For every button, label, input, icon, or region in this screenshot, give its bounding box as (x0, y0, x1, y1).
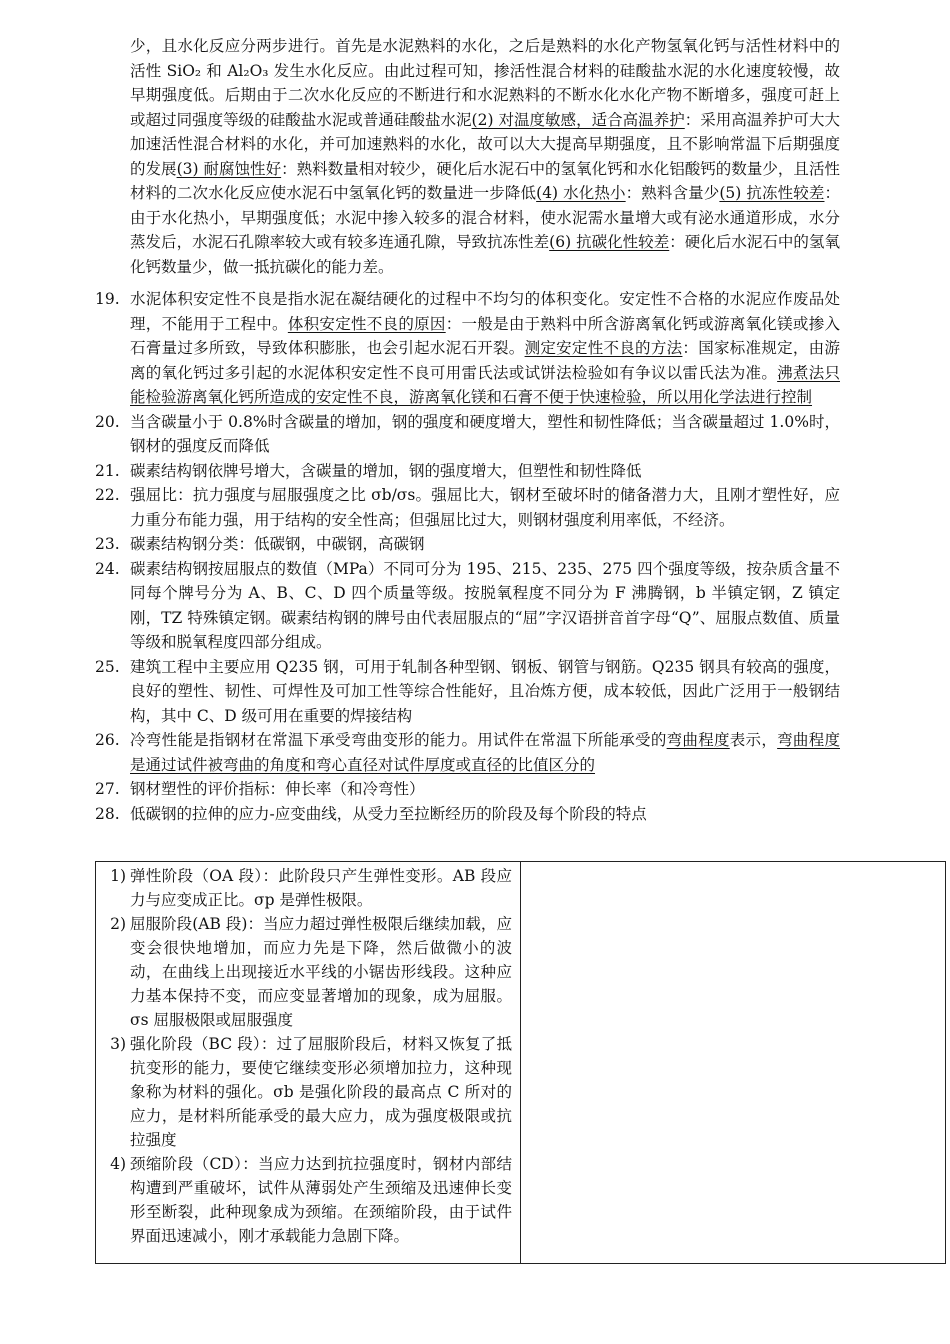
item-number: 20. (95, 412, 120, 431)
intro-text-4: ：熟料含量少 (625, 184, 720, 202)
list-item-22 (95, 483, 840, 532)
stage-yield (96, 912, 520, 1032)
item-text-part: ：国家标准规定，由游离的氧化钙过多引起的水泥体积安定性不良可用雷氏法或试饼法检验如有争议以雷氏法为准。 (130, 339, 840, 382)
item-number: 26. (95, 731, 120, 749)
stage-number: 2) (110, 915, 126, 933)
stages-cell (96, 862, 521, 1264)
stage-text: 颈缩阶段（CD）：当应力达到抗拉强度时，钢材内部结构遭到严重破坏，试件从薄弱处产生颈缩及迅速伸长变形至断裂，此种现象成为颈缩。在颈缩阶段，由于试件界面迅速减小，刚才承载能力急剧下降。 (130, 1155, 512, 1245)
list-item-19 (95, 287, 840, 410)
item-text: 建筑工程中主要应用 Q235 钢，可用于轧制各种型钢、钢板、钢管与钢筋。Q235 钢具有较高的强度，良好的塑性、韧性、可焊性及可加工性等综合性能好，且冶炼方便，成本较低，因此广泛用于一般钢结构，其中 C、D 级可用在重要的焊接结构 (130, 657, 840, 725)
stage-number: 1) (110, 867, 126, 885)
stage-necking (96, 1152, 520, 1248)
item-number: 25. (95, 657, 120, 676)
stage-text: 强化阶段（BC 段）：过了屈服阶段后，材料又恢复了抵抗变形的能力，要使它继续变形必须增加拉力，这种现象称为材料的强化。σb 是强化阶段的最高点 C 所对的应力，是材料所能承受的最大应力，成为强度极限或抗拉强度 (130, 1035, 512, 1149)
list-item-24 (95, 557, 840, 655)
item-text-part: ：一般是由于熟料中所含游离氧化钙或游离氧化镁或掺入石膏量过多所致，导致体积膨胀，也会引起水泥石开裂。 (130, 314, 840, 357)
intro-text-5: ：由于水化热小，早期强度低；水泥中掺入较多的混合材料，使水泥需水量增大或有泌水通道形成，水分蒸发后，水泥石孔隙率较大或有较多连通孔隙，导致抗冻性差 (130, 184, 840, 251)
stage-number: 4) (110, 1155, 126, 1173)
item-text-part: 水泥体积安定性不良是指水泥在凝结硬化的过程中不均匀的体积变化。安定性不合格的水泥应作废品处理，不能用于工程中。 (130, 290, 840, 333)
underlined-cause: 体积安定性不良的原因 (287, 314, 446, 333)
item-text: 钢材塑性的评价指标：伸长率（和冷弯性） (130, 780, 425, 798)
intro-text-2: ：采用高温养护可大大加速活性混合材料的水化，并可加速熟料的水化，故可以大大提高早期强度，且不影响常温下后期强度的发展 (130, 110, 840, 178)
list-item-28 (95, 802, 840, 827)
item-text (130, 728, 840, 777)
item-text: 碳素结构钢按屈服点的数值（MPa）不同可分为 195、215、235、275 四个强度等级，按杂质含量不同每个牌号分为 A、B、C、D 四个质量等级。按脱氧程度不同分为 F 沸腾钢，b 半镇定钢，Z 镇定刚，TZ 特殊镇定钢。碳素结构钢的牌号由代表屈服点的“屈”字汉语拼音首字母“Q”、屈服点数值、质量等级和脱氧程度四部分组成。 (130, 559, 840, 651)
item-number: 21. (95, 461, 120, 480)
empty-cell (521, 862, 946, 1264)
item-text-part: 表示， (729, 731, 778, 749)
item-text: 强屈比：抗力强度与屈服强度之比 σb/σs。强屈比大，钢材至破坏时的储备潜力大，且刚才塑性好，应力重分布能力强，用于结构的安全性高；但强屈比过大，则钢材强度利用率低，不经济。 (130, 486, 840, 529)
stage-text: 弹性阶段（OA 段）：此阶段只产生弹性变形。AB 段应力与应变成正比。σp 是弹性极限。 (130, 867, 512, 909)
item-text: 碳素结构钢依牌号增大，含碳量的增加，钢的强度增大，但塑性和韧性降低 (130, 461, 642, 480)
intro-text-1: 少，且水化反应分两步进行。首先是水泥熟料的水化，之后是熟料的水化产物氢氧化钙与活性材料中的活性 SiO₂ 和 Al₂O₃ 发生水化反应。由此过程可知，掺活性混合材料的硅酸盐水泥的水化速度较慢，故早期强度低。后期由于二次水化反应的不断进行和水泥熟料的不断水化水化产物不断增多，强度可赶上或超过同强度等级的硅酸盐水泥或普通硅酸盐水泥 (130, 37, 840, 129)
list-item-26 (95, 728, 840, 777)
item-text: 低碳钢的拉伸的应力-应变曲线，从受力至拉断经历的阶段及每个阶段的特点 (130, 804, 647, 823)
list-item-27 (95, 777, 840, 802)
property-carbonation-resistance: (6) 抗碳化性较差 (549, 233, 670, 251)
list-item-20 (95, 410, 840, 459)
underlined-note: 沸煮法只能检验游离氧化钙所造成的安定性不良，游离氧化镁和石膏不便于快速检验，所以用化学法进行控制 (130, 363, 840, 406)
stage-text: 屈服阶段(AB 段)：当应力超过弹性极限后继续加载，应变会很快地增加，而应力先是下降，然后做微小的波动，在曲线上出现接近水平线的小锯齿形线段。这种应力基本保持不变，而应变显著增加的现象，成为屈服。σs 屈服极限或屈服强度 (130, 915, 512, 1029)
item-number: 19. (95, 290, 120, 308)
list-item-23 (95, 532, 840, 557)
item-number: 23. (95, 535, 120, 553)
item-number: 22. (95, 486, 120, 504)
underlined-bending-note: 弯曲程度是通过试件被弯曲的角度和弯心直径对试件厚度或直径的比值区分的 (130, 731, 840, 774)
list-item-21 (95, 459, 840, 484)
list-item-25 (95, 655, 840, 729)
intro-text-6: ：硬化后水泥石中的氢氧化钙数量少，做一抵抗碳化的能力差。 (130, 233, 840, 276)
intro-text-3: ：熟料数量相对较少，硬化后水泥石中的氢氧化钙和水化铝酸钙的数量少，且活性材料的二次水化反应使水泥石中氢氧化钙的数量进一步降低 (130, 159, 840, 202)
item-number: 27. (95, 780, 120, 798)
item-number: 24. (95, 559, 120, 578)
item-text: 当含碳量小于 0.8%时含碳量的增加，钢的强度和硬度增大，塑性和韧性降低；当含碳量超过 1.0%时，钢材的强度反而降低 (130, 412, 840, 455)
table-row (96, 862, 946, 1264)
item-number: 28. (95, 804, 120, 823)
item-text-part: 冷弯性能是指钢材在常温下承受弯曲变形的能力。用试件在常温下所能承受的 (130, 731, 667, 749)
stage-elastic (96, 864, 520, 912)
item-text: 碳素结构钢分类：低碳钢，中碳钢，高碳钢 (130, 535, 425, 553)
underlined-method: 测定安定性不良的方法 (524, 339, 683, 357)
intro-paragraph (130, 34, 840, 279)
stage-number: 3) (110, 1035, 126, 1053)
property-corrosion-resistance: (3) 耐腐蚀性好 (176, 159, 282, 178)
underlined-bending-degree: 弯曲程度 (666, 731, 730, 749)
item-text (130, 287, 840, 410)
numbered-list (95, 287, 840, 826)
property-low-hydration-heat: (4) 水化热小 (536, 184, 626, 202)
stage-hardening (96, 1032, 520, 1152)
property-frost-resistance: (5) 抗冻性较差 (719, 184, 825, 202)
stress-strain-table (95, 861, 946, 1264)
property-temperature-sensitive: (2) 对温度敏感，适合高温养护 (471, 110, 685, 129)
